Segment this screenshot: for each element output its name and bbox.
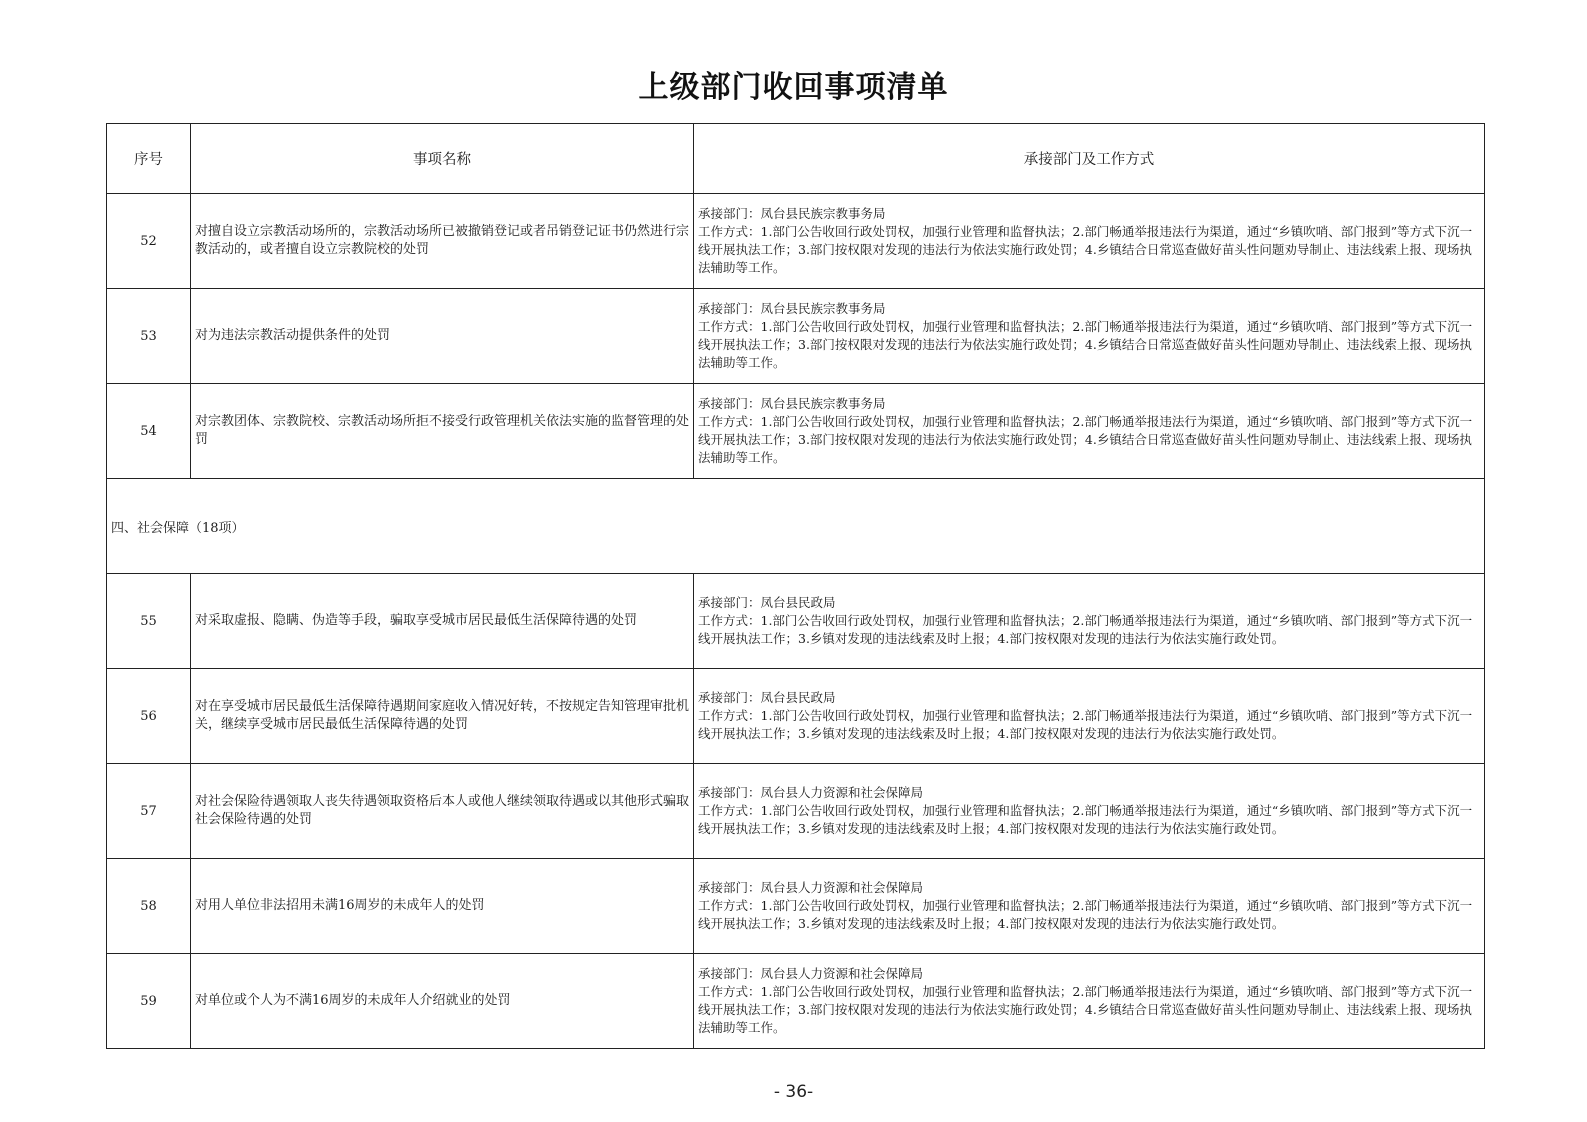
items-table [106, 123, 1485, 1049]
row-dept [694, 669, 1485, 764]
table-row [107, 954, 1485, 1049]
table-row [107, 574, 1485, 669]
row-no: 59 [107, 954, 191, 1049]
row-name: 对社会保险待遇领取人丧失待遇领取资格后本人或他人继续领取待遇或以其他形式骗取社会保险待遇的处罚 [191, 764, 694, 859]
table-header-row [107, 124, 1485, 194]
row-name: 对用人单位非法招用未满16周岁的未成年人的处罚 [191, 859, 694, 954]
row-dept [694, 764, 1485, 859]
row-name: 对擅自设立宗教活动场所的，宗教活动场所已被撤销登记或者吊销登记证书仍然进行宗教活动的，或者擅自设立宗教院校的处罚 [191, 194, 694, 289]
row-dept [694, 194, 1485, 289]
row-no: 53 [107, 289, 191, 384]
header-name: 事项名称 [191, 124, 694, 194]
method-text: 工作方式：1.部门公告收回行政处罚权，加强行业管理和监督执法；2.部门畅通举报违法行为渠道，通过“乡镇吹哨、部门报到”等方式下沉一线开展执法工作；3.乡镇对发现的违法线索及时上报；4.部门按权限对发现的违法行为依法实施行政处罚。 [698, 898, 1473, 931]
table-row [107, 194, 1485, 289]
row-dept [694, 289, 1485, 384]
section-heading: 四、社会保障（18项） [107, 479, 1485, 574]
method-text: 工作方式：1.部门公告收回行政处罚权，加强行业管理和监督执法；2.部门畅通举报违法行为渠道，通过“乡镇吹哨、部门报到”等方式下沉一线开展执法工作；3.乡镇对发现的违法线索及时上报；4.部门按权限对发现的违法行为依法实施行政处罚。 [698, 613, 1473, 646]
method-text: 工作方式：1.部门公告收回行政处罚权，加强行业管理和监督执法；2.部门畅通举报违法行为渠道，通过“乡镇吹哨、部门报到”等方式下沉一线开展执法工作；3.乡镇对发现的违法线索及时上报；4.部门按权限对发现的违法行为依法实施行政处罚。 [698, 708, 1473, 741]
dept-line: 承接部门：凤台县民政局 [698, 595, 836, 610]
method-text: 工作方式：1.部门公告收回行政处罚权，加强行业管理和监督执法；2.部门畅通举报违法行为渠道，通过“乡镇吹哨、部门报到”等方式下沉一线开展执法工作；3.部门按权限对发现的违法行为依法实施行政处罚；4.乡镇结合日常巡查做好苗头性问题劝导制止、违法线索上报、现场执法辅助等工作。 [698, 414, 1473, 465]
dept-line: 承接部门：凤台县民族宗教事务局 [698, 396, 886, 411]
row-dept [694, 574, 1485, 669]
row-no: 56 [107, 669, 191, 764]
dept-line: 承接部门：凤台县人力资源和社会保障局 [698, 880, 924, 895]
row-name: 对单位或个人为不满16周岁的未成年人介绍就业的处罚 [191, 954, 694, 1049]
row-name: 对在享受城市居民最低生活保障待遇期间家庭收入情况好转，不按规定告知管理审批机关，继续享受城市居民最低生活保障待遇的处罚 [191, 669, 694, 764]
row-no: 58 [107, 859, 191, 954]
row-no: 52 [107, 194, 191, 289]
row-dept [694, 859, 1485, 954]
row-name: 对采取虚报、隐瞒、伪造等手段，骗取享受城市居民最低生活保障待遇的处罚 [191, 574, 694, 669]
method-text: 工作方式：1.部门公告收回行政处罚权，加强行业管理和监督执法；2.部门畅通举报违法行为渠道，通过“乡镇吹哨、部门报到”等方式下沉一线开展执法工作；3.乡镇对发现的违法线索及时上报；4.部门按权限对发现的违法行为依法实施行政处罚。 [698, 803, 1473, 836]
table-row [107, 669, 1485, 764]
page-title: 上级部门收回事项清单 [638, 70, 949, 105]
dept-line: 承接部门：凤台县民族宗教事务局 [698, 206, 886, 221]
table-row [107, 764, 1485, 859]
table-row [107, 384, 1485, 479]
row-dept [694, 384, 1485, 479]
row-dept [694, 954, 1485, 1049]
row-no: 55 [107, 574, 191, 669]
table-row [107, 859, 1485, 954]
header-no: 序号 [107, 124, 191, 194]
method-text: 工作方式：1.部门公告收回行政处罚权，加强行业管理和监督执法；2.部门畅通举报违法行为渠道，通过“乡镇吹哨、部门报到”等方式下沉一线开展执法工作；3.部门按权限对发现的违法行为依法实施行政处罚；4.乡镇结合日常巡查做好苗头性问题劝导制止、违法线索上报、现场执法辅助等工作。 [698, 319, 1473, 370]
row-name: 对为违法宗教活动提供条件的处罚 [191, 289, 694, 384]
dept-line: 承接部门：凤台县民族宗教事务局 [698, 301, 886, 316]
table-row [107, 289, 1485, 384]
row-no: 54 [107, 384, 191, 479]
header-dept: 承接部门及工作方式 [694, 124, 1485, 194]
dept-line: 承接部门：凤台县人力资源和社会保障局 [698, 966, 924, 981]
dept-line: 承接部门：凤台县人力资源和社会保障局 [698, 785, 924, 800]
section-row [107, 479, 1485, 574]
page-number: - 36- [773, 1082, 814, 1102]
method-text: 工作方式：1.部门公告收回行政处罚权，加强行业管理和监督执法；2.部门畅通举报违法行为渠道，通过“乡镇吹哨、部门报到”等方式下沉一线开展执法工作；3.部门按权限对发现的违法行为依法实施行政处罚；4.乡镇结合日常巡查做好苗头性问题劝导制止、违法线索上报、现场执法辅助等工作。 [698, 224, 1473, 275]
row-no: 57 [107, 764, 191, 859]
method-text: 工作方式：1.部门公告收回行政处罚权，加强行业管理和监督执法；2.部门畅通举报违法行为渠道，通过“乡镇吹哨、部门报到”等方式下沉一线开展执法工作；3.部门按权限对发现的违法行为依法实施行政处罚；4.乡镇结合日常巡查做好苗头性问题劝导制止、违法线索上报、现场执法辅助等工作。 [698, 984, 1473, 1035]
row-name: 对宗教团体、宗教院校、宗教活动场所拒不接受行政管理机关依法实施的监督管理的处罚 [191, 384, 694, 479]
dept-line: 承接部门：凤台县民政局 [698, 690, 836, 705]
